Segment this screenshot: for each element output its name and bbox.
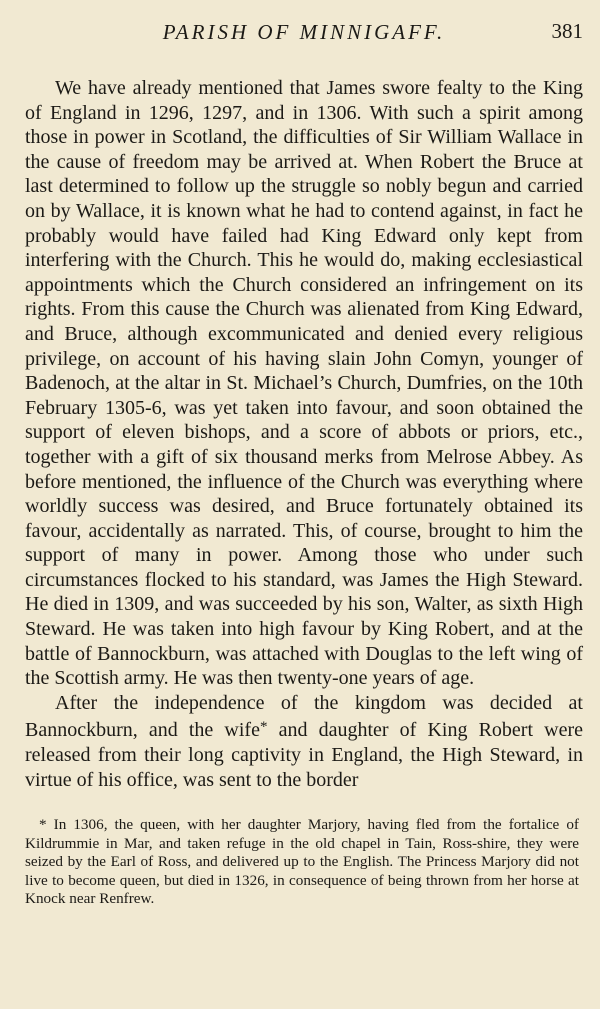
page-number: 381 [551,19,583,43]
body-text [25,76,583,792]
footnote [25,816,579,909]
footnote-mark: * [39,816,47,834]
footnote-reference[interactable]: * [259,719,268,736]
footnotes [25,816,583,909]
paragraph-text: After the independence of the kingdom was decided at Bannockburn, and the wife [25,691,583,742]
running-head [25,16,583,52]
paragraph [25,691,583,792]
paragraph-text: and daughter of King Robert were released from their long captivity in England, the High Steward, in virtue of his office, was sent to the border [25,719,583,791]
paragraph: We have already mentioned that James swore fealty to the King of England in 1296, 1297, and in 1306. With such a spirit among those in power in Scotland, the difficulties of Sir William Wallace in the cause of freedom may be arrived at. When Robert the Bruce at last determined to follow up the struggle so nobly begun and carried on by Wallace, it is known what he had to contend against, in fact he probably would have failed had King Edward only kept from interfering with the Church. This he would do, making ecclesiastical appointments which the Church considered an infringement on its rights. From this cause the Church was alienated from King Edward, and Bruce, although excommunicated and denied every religious privilege, on account of his having slain John Comyn, younger of Badenoch, at the altar in St. Michael’s Church, Dumfries, on the 10th February 1305-6, was yet taken into favour, and soon obtained the support of eleven bishops, and a score of abbots or priors, etc., together with a gift of six thousand merks from Melrose Abbey. As before mentioned, the influence of the Church was everything where worldly success was desired, and Bruce fortunately obtained its favour, accidentally as narrated. This, of course, brought to him the support of many in power. Among those who under such circumstances flocked to his standard, was James the High Steward. He died in 1309, and was succeeded by his son, Walter, as sixth High Steward. He was taken into high favour by King Robert, and at the battle of Bannockburn, was attached with Douglas to the left wing of the Scottish army. He was then twenty-one years of age. [25,77,583,690]
running-title: PARISH OF MINNIGAFF. [162,20,446,44]
footnote-text: In 1306, the queen, with her daughter Marjory, having fled from the fortalice of Kildrummie in Mar, and taken refuge in the old chapel in Tain, Ross-shire, they were seized by the Earl of Ross, and delivered up to the English. The Princess Marjory did not live to become queen, but died in 1326, in consequence of being thrown from her horse at Knock near Renfrew. [25,816,579,908]
